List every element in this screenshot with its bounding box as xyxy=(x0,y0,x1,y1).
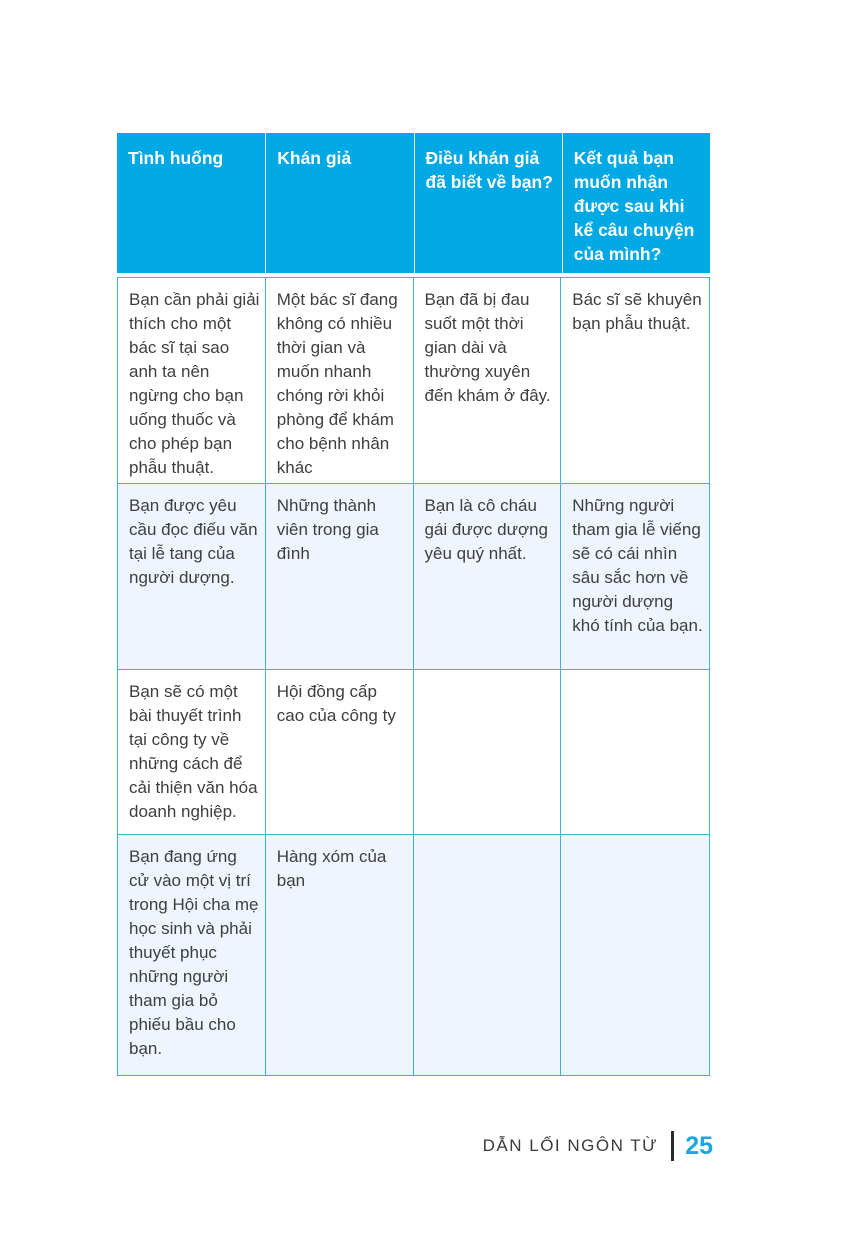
column-header-result: Kết quả bạn muốn nhận được sau khi kể câu chuyện của mình? xyxy=(562,133,710,273)
book-title: DẪN LỐI NGÔN TỪ xyxy=(482,1136,659,1155)
table-cell: Bạn đang ứng cử vào một vị trí trong Hội cha mẹ học sinh và phải thuyết phục những người tham gia bỏ phiếu bầu cho bạn. xyxy=(118,835,266,1075)
footer-divider xyxy=(671,1131,674,1161)
table-body xyxy=(117,277,710,1076)
table-cell: Một bác sĩ đang không có nhiều thời gian và muốn nhanh chóng rời khỏi phòng để khám cho bệnh nhân khác xyxy=(266,278,414,484)
table-cell: Bạn sẽ có một bài thuyết trình tại công ty về những cách để cải thiện văn hóa doanh nghiệp. xyxy=(118,670,266,835)
table-cell: Những thành viên trong gia đình xyxy=(266,484,414,670)
table-cell: Bác sĩ sẽ khuyên bạn phẫu thuật. xyxy=(561,278,709,484)
table-cell: Những người tham gia lễ viếng sẽ có cái nhìn sâu sắc hơn về người dượng khó tính của bạn. xyxy=(561,484,709,670)
audience-table xyxy=(117,133,710,1076)
table-cell: Hội đồng cấp cao của công ty xyxy=(266,670,414,835)
column-header-audience: Khán giả xyxy=(265,133,413,273)
column-header-known: Điều khán giả đã biết về bạn? xyxy=(414,133,562,273)
page-number: 25 xyxy=(685,1131,713,1160)
table-cell xyxy=(414,835,562,1075)
column-header-situation: Tình huống xyxy=(128,148,224,168)
table-cell xyxy=(561,835,709,1075)
table-cell: Hàng xóm của bạn xyxy=(266,835,414,1075)
page-footer xyxy=(0,1131,713,1161)
table-cell: Bạn được yêu cầu đọc điếu văn tại lễ tang của người dượng. xyxy=(118,484,266,670)
table-cell: Bạn là cô cháu gái được dượng yêu quý nhất. xyxy=(414,484,562,670)
table-cell xyxy=(561,670,709,835)
table-header-row xyxy=(117,133,710,273)
table-cell: Bạn đã bị đau suốt một thời gian dài và thường xuyên đến khám ở đây. xyxy=(414,278,562,484)
table-cell: Bạn cần phải giải thích cho một bác sĩ tại sao anh ta nên ngừng cho bạn uống thuốc và cho phép bạn phẫu thuật. xyxy=(118,278,266,484)
table-cell xyxy=(414,670,562,835)
